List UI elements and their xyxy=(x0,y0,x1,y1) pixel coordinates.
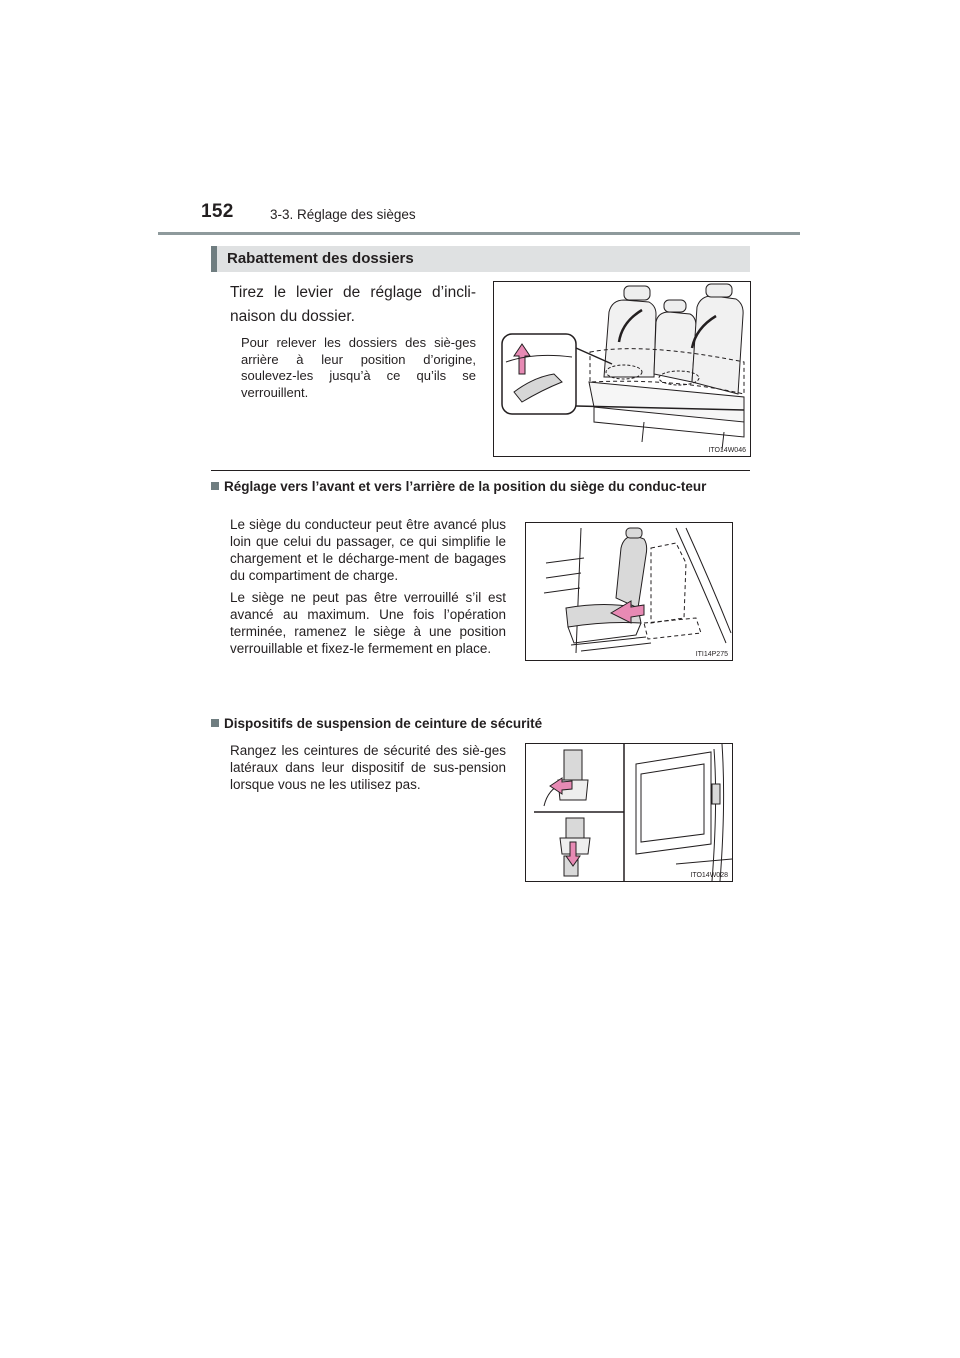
section-divider xyxy=(211,470,750,471)
seat-fold-illustration xyxy=(494,282,750,456)
section-accent xyxy=(211,246,217,272)
subsection-body-seatbelt-hangers xyxy=(230,742,506,798)
subsection-heading-driver-seat: Réglage vers l’avant et vers l’arrière de la position du siège du conduc-teur xyxy=(211,479,750,495)
chapter-title: 3-3. Réglage des sièges xyxy=(270,207,416,222)
header-rule xyxy=(158,232,800,235)
section-intro: Tirez le levier de réglage d’incli-naison du dossier. xyxy=(230,284,476,325)
paragraph: Rangez les ceintures de sécurité des siè-ges latéraux dans leur dispositif de sus-pension lorsque vous ne les utilisez pas. xyxy=(230,743,506,792)
subsection-heading-seatbelt-hangers: Dispositifs de suspension de ceinture de sécurité xyxy=(211,716,750,732)
section-title-bar xyxy=(211,246,750,272)
figure-code: ITO14W046 xyxy=(708,447,746,454)
figure-seatbelt-hangers xyxy=(525,743,733,882)
figure-driver-seat xyxy=(525,522,733,661)
section-note: Pour relever les dossiers des siè-ges arrière à leur position d’origine, soulevez-les jusqu’à ce qu’ils se verrouillent. xyxy=(241,335,476,400)
driver-seat-illustration xyxy=(526,523,732,660)
figure-code: ITI14P275 xyxy=(695,651,728,658)
subsection-body-driver-seat xyxy=(230,516,506,662)
seatbelt-hanger-illustration xyxy=(526,744,732,881)
section-title: Rabattement des dossiers xyxy=(227,250,414,267)
square-bullet-icon xyxy=(211,482,219,490)
page-number: 152 xyxy=(201,201,234,222)
figure-seat-fold xyxy=(493,281,751,457)
figure-code: ITO14W028 xyxy=(690,872,728,879)
paragraph: Le siège du conducteur peut être avancé plus loin que celui du passager, ce qui simplifie le chargement et le décharge-ment de bagages du compartiment de charge. xyxy=(230,517,506,583)
paragraph: Le siège ne peut pas être verrouillé s’il est avancé au maximum. Une fois l’opération terminée, ramenez le siège à une position verrouillable et fixez-le fermement en place. xyxy=(230,590,506,656)
square-bullet-icon xyxy=(211,719,219,727)
